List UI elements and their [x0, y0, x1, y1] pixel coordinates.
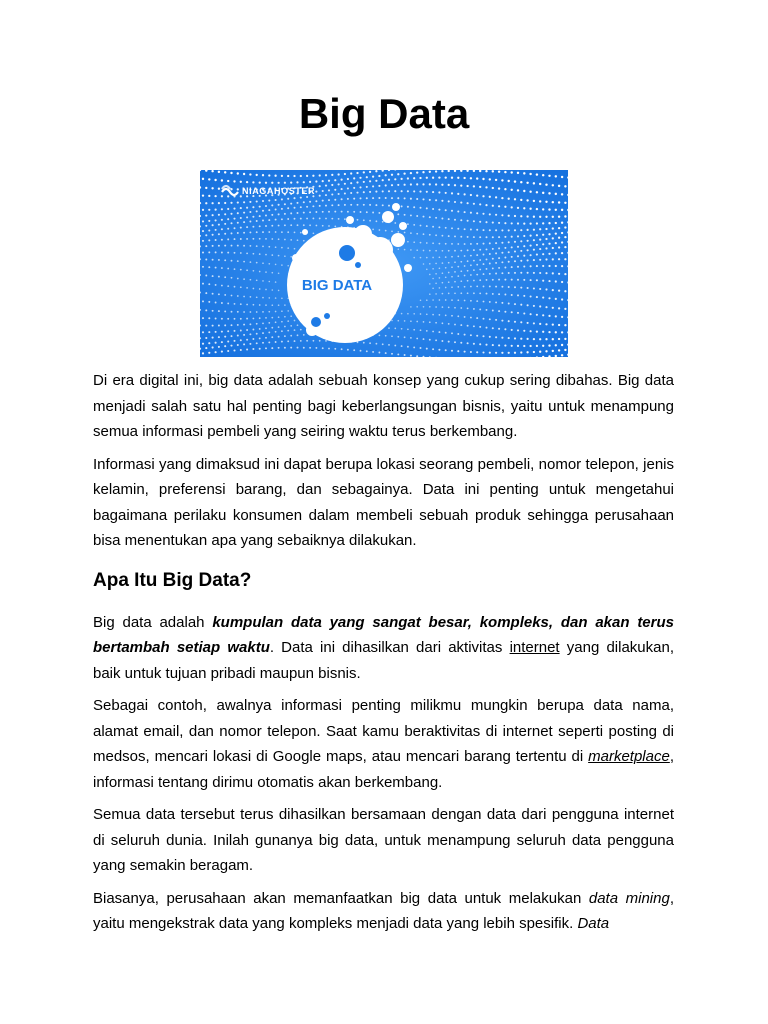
- article-body: [93, 368, 674, 944]
- internet-link[interactable]: internet: [509, 639, 560, 656]
- paragraph-definition: Big data adalah kumpulan data yang sangat besar, kompleks, dan akan terus bertambah setiap waktu. Data ini dihasilkan dari aktivitas internet yang dilakukan, baik untuk tujuan pribadi maupun bisnis.: [93, 613, 674, 682]
- big-data-banner-image: [200, 170, 568, 357]
- paragraph-data-mining: Biasanya, perusahaan akan memanfaatkan big data untuk melakukan data mining, yaitu mengekstrak data yang kompleks menjadi data yang lebih spesifik. Data: [93, 889, 674, 932]
- paragraph-global-data: Semua data tersebut terus dihasilkan bersamaan dengan data dari pengguna internet di seluruh dunia. Inilah gunanya big data, untuk menampung seluruh data pengguna yang semakin beragam.: [93, 806, 674, 874]
- big-data-caption: BIG DATA: [301, 277, 373, 294]
- document-title: Big Data: [298, 90, 470, 137]
- data-mining-term: data mining: [588, 889, 670, 907]
- paragraph-example: Sebagai contoh, awalnya informasi penting milikmu mungkin berupa data nama, alamat email, dan nomor telepon. Saat kamu beraktivitas di internet seperti posting di medsos, mencari lokasi di Google maps, atau mencari barang tertentu di marketplace, informasi tentang dirimu otomatis akan berkembang.: [93, 697, 674, 791]
- paragraph-information: Informasi yang dimaksud ini dapat berupa lokasi seorang pembeli, nomor telepon, jenis kelamin, preferensi barang, dan sebagainya. Data ini penting untuk mengetahui bagaimana perilaku konsumen dalam membeli sebuah produk sehingga perusahaan bisa menentukan apa yang sebaiknya dilakukan.: [93, 455, 674, 549]
- section-heading: Apa Itu Big Data?: [93, 569, 252, 591]
- paragraph-intro: Di era digital ini, big data adalah sebuah konsep yang cukup sering dibahas. Big data menjadi salah satu hal penting bagi keberlangsungan bisnis, yaitu untuk menampung semua informasi pembeli yang seiring waktu terus berkembang.: [93, 372, 674, 440]
- marketplace-link[interactable]: marketplace: [588, 748, 670, 765]
- brand-label: NIAGAHOSTER: [242, 186, 316, 196]
- definition-emphasis: kumpulan data yang sangat besar, kompleks, dan akan terus bertambah setiap waktu: [93, 613, 674, 656]
